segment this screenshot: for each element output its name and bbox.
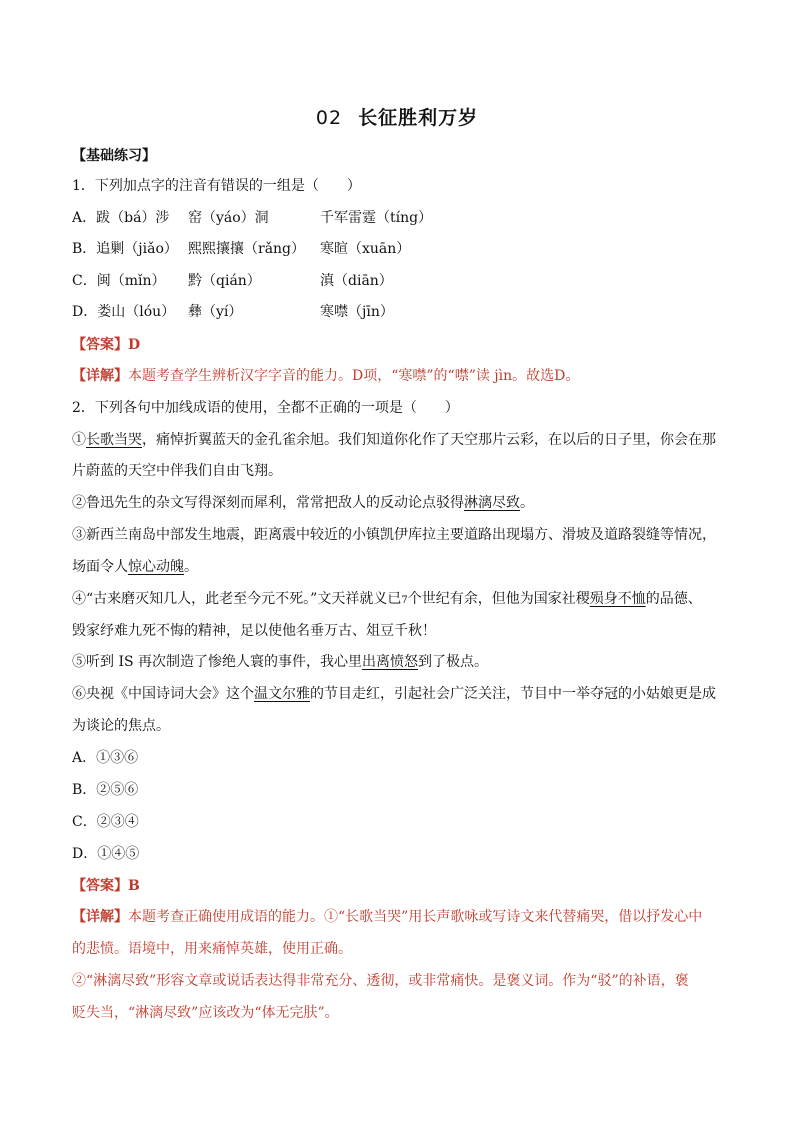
- sentence-2: [72, 493, 534, 513]
- question-2-option-b: B．②⑤⑥: [72, 782, 139, 798]
- sentence-text: ，痛悼折翼蓝天的金孔雀余旭。我们知道你化作了天空那片云彩，在以后的日子里，你会在那: [142, 432, 716, 448]
- sentence-text: 的节目走红，引起社会广泛关注，节目中一举夺冠的小姑娘更是成: [310, 686, 716, 702]
- option-cell: C．闽（mǐn）: [72, 273, 166, 289]
- sentence-text: 。: [520, 495, 534, 511]
- question-1-stem: 1．下列加点字的注音有错误的一组是（ ）: [72, 178, 361, 194]
- question-2-stem: 2．下列各句中加线成语的使用，全都不正确的一项是（ ）: [72, 400, 459, 416]
- sentence-text: 到了极点。: [418, 654, 489, 670]
- question-2-explanation-line: ②“淋漓尽致”形容文章或说话表达得非常充分、透彻，或非常痛快。是褒义词。作为“驳”的补语，褒: [72, 973, 689, 989]
- answer-value: D: [128, 337, 141, 353]
- title-text: 长征胜利万岁: [358, 107, 479, 129]
- option-cell: 黔（qián）: [188, 273, 261, 289]
- title-number: 02: [315, 107, 343, 129]
- number-text: 7: [401, 595, 408, 606]
- option-cell: B．追剿（jiǎo）: [72, 241, 178, 257]
- sentence-3-cont: [72, 557, 198, 577]
- sentence-4: [72, 589, 702, 611]
- question-2-explanation-line: 贬失当，“淋漓尽致”应该改为“体无完肤”。: [72, 1005, 339, 1021]
- option-cell: A．跋（bá）涉: [72, 210, 170, 226]
- underlined-idiom: 殒身不恤: [589, 591, 646, 607]
- sentence-6: [72, 684, 716, 704]
- section-heading: 【基础练习】: [72, 148, 156, 164]
- option-cell: 熙熙攘攘（rǎng）: [188, 241, 306, 257]
- question-2-answer: [72, 876, 140, 896]
- question-1-answer: [72, 335, 140, 355]
- sentence-4-cont: 毁家纾难九死不悔的精神，足以使他名垂万古、俎豆千秋！: [72, 623, 436, 639]
- sentence-text: 个世纪有余，但他为国家社稷: [407, 591, 590, 607]
- sentence-text: ④“古来磨灭知几人，此老至今元不死。”文天祥就义已: [72, 591, 402, 607]
- explanation-text: 本题考查学生辨析汉字字音的能力。D项，“寒噤”的“噤”读 jìn。故选D。: [128, 368, 580, 384]
- sentence-text: 。: [184, 559, 198, 575]
- question-1-option-b: [72, 239, 410, 259]
- answer-value: B: [128, 878, 140, 894]
- explanation-label: 【详解】: [72, 909, 128, 925]
- sentence-text: ⑥央视《中国诗词大会》这个: [72, 686, 254, 702]
- question-2-option-c: C．②③④: [72, 814, 139, 830]
- sentence-text: ②鲁迅先生的杂文写得深刻而犀利，常常把敌人的反动论点驳得: [72, 495, 464, 511]
- answer-label: 【答案】: [72, 878, 128, 894]
- answer-label: 【答案】: [72, 337, 128, 353]
- page-title: [0, 103, 794, 130]
- question-2-explanation-line: 的悲愤。语境中，用来痛悼英雄，使用正确。: [72, 941, 352, 957]
- option-cell: D．娄山（lóu）: [72, 304, 176, 320]
- sentence-1-cont: 片蔚蓝的天空中伴我们自由飞翔。: [72, 463, 282, 479]
- question-2-option-a: A．①③⑥: [72, 750, 139, 766]
- underlined-idiom: 惊心动魄: [128, 559, 184, 575]
- option-cell: 滇（diān）: [320, 273, 393, 289]
- sentence-text: 的品德、: [645, 591, 702, 607]
- question-1-explanation: [72, 366, 579, 386]
- sentence-5: [72, 652, 488, 672]
- question-1-option-d: [72, 302, 394, 322]
- question-2-explanation: [72, 907, 702, 927]
- sentence-text: ⑤听到 IS 再次制造了惨绝人寰的事件，我心里: [72, 654, 363, 670]
- explanation-text: 本题考查正确使用成语的能力。①“长歌当哭”用长声歌咏或写诗文来代替痛哭，借以抒发心中: [128, 909, 703, 925]
- underlined-idiom: 温文尔雅: [254, 686, 310, 702]
- option-cell: 寒噤（jīn）: [320, 304, 394, 320]
- sentence-1: [72, 430, 716, 450]
- sentence-3: ③新西兰南岛中部发生地震，距离震中较近的小镇凯伊库拉主要道路出现塌方、滑坡及道路裂缝等情况，: [72, 527, 716, 543]
- option-cell: 窑（yáo）洞: [188, 210, 269, 226]
- sentence-text: 场面令人: [72, 559, 128, 575]
- option-cell: 彝（yí）: [188, 304, 243, 320]
- question-2-option-d: D．①④⑤: [72, 846, 140, 862]
- explanation-label: 【详解】: [72, 368, 128, 384]
- sentence-6-cont: 为谈论的焦点。: [72, 718, 170, 734]
- option-cell: 寒暄（xuān）: [320, 241, 411, 257]
- option-cell: 千军雷霆（tíng）: [320, 210, 433, 226]
- underlined-idiom: 淋漓尽致: [464, 495, 520, 511]
- question-1-option-c: [72, 271, 393, 291]
- underlined-idiom: 出离愤怒: [362, 654, 419, 670]
- question-1-option-a: [72, 208, 432, 228]
- underlined-idiom: 长歌当哭: [86, 432, 142, 448]
- sentence-text: ①: [72, 432, 86, 448]
